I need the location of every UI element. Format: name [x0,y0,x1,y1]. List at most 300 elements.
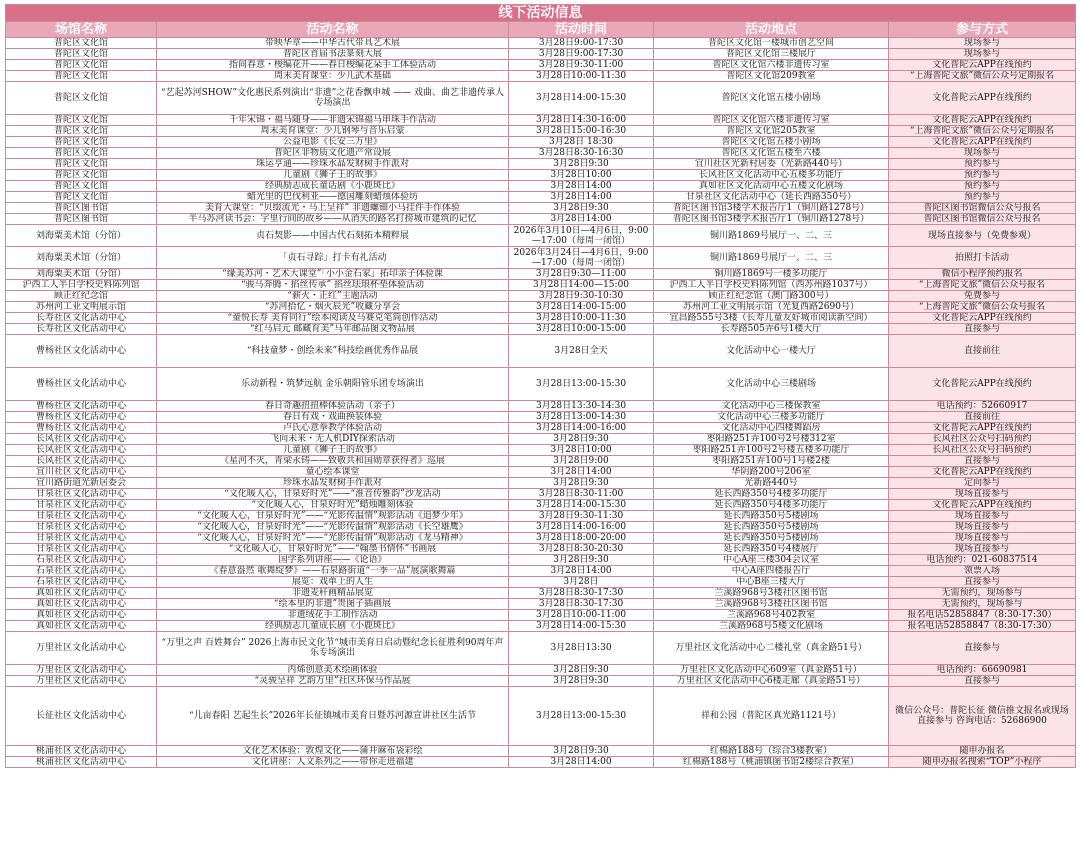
cell-participation-method: “上海普陀文旅”微信公众号定期报名 [889,126,1076,137]
cell-participation-method: 免费参与 [889,291,1076,302]
cell-activity-name: “文化暖人心，甘泉好时光”——“淮音传雅韵”沙龙活动 [157,489,509,500]
cell-activity-time: 3月28日9:00-17:30 [509,38,654,49]
cell-participation-method: 微信公众号：普陀长征 微信推文报名或现场直接参与 咨询电话：52686900 [889,687,1076,746]
cell-venue: 普陀区文化馆 [6,181,157,192]
cell-venue: 万里社区文化活动中心 [6,676,157,687]
table-row [6,401,1076,412]
cell-participation-method: 微信小程序预约报名 [889,269,1076,280]
cell-activity-time: 3月28日8:30-20:30 [509,544,654,555]
cell-activity-place: 普陀区文化馆三楼展厅 [654,49,889,60]
cell-activity-name: 周末美育课堂：少儿钢琴与音乐启蒙 [157,126,509,137]
table-row [6,192,1076,203]
cell-activity-time: 3月28日14:30-16:00 [509,115,654,126]
cell-activity-name: 《星河不灭，青梁永铸——致敬共和国勋章获得者》巡展 [157,456,509,467]
cell-activity-place: 延长西路350号5楼剧场 [654,533,889,544]
cell-venue: 长寿社区文化活动中心 [6,324,157,335]
cell-activity-name: 春日奇趣扭扭棒体验活动（亲子） [157,401,509,412]
cell-activity-time: 3月28日9:30 [509,555,654,566]
cell-venue: 曹杨社区文化活动中心 [6,412,157,423]
cell-activity-place: 延长西路350号4楼多功能厅 [654,489,889,500]
header-activity-name: 活动名称 [157,22,509,38]
cell-participation-method: 拍照打卡活动 [889,247,1076,269]
cell-activity-time: 3月28日14:00 [509,214,654,225]
cell-venue: 长征社区文化活动中心 [6,687,157,746]
cell-activity-name: “文化暖人心，甘泉好时光”——“光影传温情”观影活动《龙马精神》 [157,533,509,544]
cell-participation-method: 定向参与 [889,478,1076,489]
cell-activity-time: 3月28日9:30 [509,159,654,170]
cell-activity-name: “薪火・正红”主题活动 [157,291,509,302]
cell-activity-name: 贞石契影——中国古代石刻拓本精粹展 [157,225,509,247]
cell-activity-place: 光新路440号 [654,478,889,489]
table-row [6,82,1076,115]
cell-venue: 普陀区文化馆 [6,170,157,181]
cell-activity-time: 3月28日9:30 [509,203,654,214]
cell-activity-name: 飞向未来・无人机DIY探索活动 [157,434,509,445]
cell-activity-name: 带映华章——中华古代带具艺术展 [157,38,509,49]
cell-participation-method: 报名电话52858847（8:30-17:30） [889,610,1076,621]
cell-activity-name: 非遗麦秆画精品展览 [157,588,509,599]
cell-activity-place: 延长西路350号4楼展厅 [654,544,889,555]
cell-participation-method: 现场直接参与 [889,544,1076,555]
table-row [6,511,1076,522]
cell-activity-time: 3月28日14:00 [509,192,654,203]
header-activity-place: 活动地点 [654,22,889,38]
cell-activity-time: 2026年3月10日—4月6日，9:00—17:00（每周一闭馆） [509,225,654,247]
cell-venue: 普陀区文化馆 [6,38,157,49]
table-row [6,115,1076,126]
cell-activity-name: 春日有戏・戏曲换装体验 [157,412,509,423]
cell-activity-name: 非遗绒花手工制作活动 [157,610,509,621]
cell-activity-place: 红棉路188号（综合3楼教室） [654,746,889,757]
table-row [6,159,1076,170]
cell-activity-time: 3月28日14:00-16:00 [509,522,654,533]
cell-activity-time: 3月28日15:00-16:30 [509,126,654,137]
cell-activity-name: 千年宋锦・福马随身——非遗宋锦福马串珠手作活动 [157,115,509,126]
cell-activity-time: 3月28日10:00-15:00 [509,324,654,335]
cell-venue: 刘海粟美术馆（分馆） [6,269,157,280]
cell-activity-name: “万里之声 百姓舞台” 2026上海市民文化节“城市美育日启动暨纪念长征胜利90周年声乐专场演出 [157,632,509,665]
cell-activity-name: 普陀区非物质文化遗产常设展 [157,148,509,159]
cell-venue: 长风社区文化活动中心 [6,456,157,467]
cell-activity-time: 3月28日13:00-15:30 [509,368,654,401]
cell-participation-method: 普陀区图书馆微信公众号报名 [889,203,1076,214]
header-participation-method: 参与方式 [889,22,1076,38]
cell-venue: 顾正红纪念馆 [6,291,157,302]
cell-activity-time: 3月28日9:30-10:30 [509,291,654,302]
cell-participation-method: 预约参与 [889,192,1076,203]
cell-activity-place: 万里社区文化活动中心二楼礼堂（真金路51号） [654,632,889,665]
cell-participation-method: 电话预约：52660917 [889,401,1076,412]
cell-venue: 普陀区图书馆 [6,203,157,214]
cell-activity-time: 3月28日14:00 [509,181,654,192]
cell-venue: 普陀区文化馆 [6,82,157,115]
cell-activity-time: 3月28日13:30 [509,632,654,665]
table-row [6,148,1076,159]
cell-participation-method: 文化普陀云APP在线预约 [889,60,1076,71]
cell-activity-name: 儿童剧《狮子王的故事》 [157,170,509,181]
cell-activity-name: 国学系列讲座——《论语》 [157,555,509,566]
cell-activity-name: 展览：戏单上的人生 [157,577,509,588]
cell-activity-place: 文化活动中心四楼舞蹈房 [654,423,889,434]
cell-activity-place: 宜昌路555号3楼（长寿儿童友好城市阅读新空间） [654,313,889,324]
cell-participation-method: 现场参与 [889,38,1076,49]
cell-activity-place: 普陀区文化馆五楼至六楼 [654,148,889,159]
table-row [6,214,1076,225]
cell-activity-place: 苏州河工业文明展示馆（光复西路2690号） [654,302,889,313]
cell-participation-method: 文化普陀云APP在线预约 [889,368,1076,401]
cell-activity-place: 枣阳路251弄100号2号楼五楼多功能厅 [654,445,889,456]
table-row [6,632,1076,665]
cell-activity-place: 延长西路350号4楼多功能厅 [654,500,889,511]
cell-activity-place: 铜川路1869号展厅一、二、三 [654,225,889,247]
cell-activity-place: 兰溪路968号402教室 [654,610,889,621]
cell-activity-time: 3月28日14:00-15:00 [509,302,654,313]
table-row [6,746,1076,757]
cell-participation-method: 预约参与 [889,181,1076,192]
table-row [6,126,1076,137]
cell-activity-place: 兰溪路968号3楼社区图书馆 [654,599,889,610]
cell-activity-name: 文化艺术体验：敦煌文化——蒲井麻布袋彩绘 [157,746,509,757]
cell-activity-name: “绘本里的非遗”贵图子插画展 [157,599,509,610]
cell-activity-name: 珠运亨通——珍珠水晶发财树手作派对 [157,159,509,170]
table-row [6,225,1076,247]
cell-venue: 普陀区文化馆 [6,126,157,137]
table-row [6,621,1076,632]
cell-venue: 普陀区文化馆 [6,137,157,148]
table-row [6,555,1076,566]
cell-venue: 甘泉社区文化活动中心 [6,544,157,555]
cell-activity-place: 中心A座四楼报告厅 [654,566,889,577]
cell-activity-place: 沪西工人半日学校史料陈列馆（西苏州路1037号） [654,280,889,291]
cell-activity-time: 3月28日14:00 [509,467,654,478]
cell-activity-name: “文化暖人心，甘泉好时光”蜡烛雕刻体验 [157,500,509,511]
table-row [6,280,1076,291]
cell-participation-method: 文化普陀云APP在线预约 [889,467,1076,478]
table-row [6,588,1076,599]
cell-participation-method: 现场参与 [889,49,1076,60]
cell-participation-method: 电话预约：021-60837514 [889,555,1076,566]
cell-activity-time: 3月28日14:00-15:30 [509,82,654,115]
cell-activity-time: 3月28日9:30-11:30 [509,511,654,522]
cell-participation-method: 现场直接参与 [889,511,1076,522]
table-row [6,533,1076,544]
cell-venue: 甘泉社区文化活动中心 [6,489,157,500]
cell-participation-method: 文化普陀云APP在线预约 [889,500,1076,511]
cell-venue: 普陀区文化馆 [6,192,157,203]
cell-participation-method: 普陀区图书馆微信公众号报名 [889,214,1076,225]
cell-activity-name: 丙烯创意美术绘画体验 [157,665,509,676]
table-row [6,566,1076,577]
cell-activity-place: 真如社区文化活动中心五楼文化剧场 [654,181,889,192]
table-row [6,489,1076,500]
cell-venue: 甘泉社区文化活动中心 [6,511,157,522]
cell-activity-name: 文化讲座：人文系列之——带你走进福建 [157,757,509,768]
activity-table [5,4,1076,768]
cell-activity-name: 《春意盎然 歌舞绽梦》——石泉路街道“一季一品”展演歌舞篇 [157,566,509,577]
cell-activity-time: 3月28日13:00-15:30 [509,687,654,746]
cell-activity-name: 「贞石寻踪」打卡有礼活动 [157,247,509,269]
cell-activity-name: 儿童剧《狮子王的故事》 [157,445,509,456]
table-row [6,687,1076,746]
cell-activity-time: 3月28日8:30-17:30 [509,599,654,610]
cell-activity-time: 3月28日13:00-14:30 [509,412,654,423]
cell-activity-name: 普陀区首届书法篆刻大展 [157,49,509,60]
cell-participation-method: 长风社区公众号扫码预约 [889,445,1076,456]
cell-venue: 刘海粟美术馆（分馆） [6,247,157,269]
cell-venue: 普陀区文化馆 [6,148,157,159]
cell-activity-place: 普陀区文化馆六楼非遗传习室 [654,115,889,126]
cell-activity-time: 3月28日 18:30 [509,137,654,148]
table-row [6,269,1076,280]
cell-activity-time: 3月28日8:30-17:30 [509,588,654,599]
cell-participation-method: 现场直接参与 [889,489,1076,500]
table-row [6,445,1076,456]
cell-venue: 普陀区文化馆 [6,49,157,60]
cell-activity-place: 中心B座三楼大厅 [654,577,889,588]
table-row [6,522,1076,533]
cell-participation-method: 文化普陀云APP在线预约 [889,115,1076,126]
table-row [6,665,1076,676]
cell-participation-method: 随申办报名 [889,746,1076,757]
cell-participation-method: 领票入场 [889,566,1076,577]
cell-participation-method: 现场参与 [889,148,1076,159]
table-row [6,544,1076,555]
cell-venue: 沪西工人半日学校史料陈列馆 [6,280,157,291]
cell-venue: 普陀区图书馆 [6,214,157,225]
cell-venue: 桃浦社区文化活动中心 [6,757,157,768]
cell-venue: 普陀区文化馆 [6,71,157,82]
cell-activity-time: 3月28日18:00-20:00 [509,533,654,544]
table-row [6,313,1076,324]
cell-activity-place: 兰溪路968号3楼社区图书馆 [654,588,889,599]
cell-activity-name: “童悦长寿 美育同行”绘本阅读及马赛克笔筒创作活动 [157,313,509,324]
cell-activity-place: 长寿路505弄6号1楼大厅 [654,324,889,335]
cell-venue: 曹杨社区文化活动中心 [6,335,157,368]
cell-participation-method: 直接参与 [889,456,1076,467]
cell-activity-time: 3月28日14:00-15:30 [509,500,654,511]
cell-activity-time: 3月28日9:30 [509,665,654,676]
cell-venue: 真如社区文化活动中心 [6,599,157,610]
cell-participation-method: 现场直接参与 [889,522,1076,533]
cell-activity-name: 卢氏心意拳教学体验活动 [157,423,509,434]
cell-activity-name: 经典励志成长童话剧《小鹿斑比》 [157,181,509,192]
cell-activity-time: 3月28日14:00 [509,566,654,577]
cell-activity-time: 3月28日9:30 [509,478,654,489]
cell-activity-time: 3月28日9:30 [509,676,654,687]
table-row [6,610,1076,621]
cell-activity-name: 美育大课堂：“贝缀流光・马上呈祥” 非遗螺钿小马挂件手作体验 [157,203,509,214]
cell-activity-time: 3月28日10:00 [509,170,654,181]
cell-activity-place: 普陀区图书馆3楼学术报告厅1（铜川路1278号） [654,203,889,214]
cell-activity-place: 枣阳路251弄100号2号楼312室 [654,434,889,445]
cell-venue: 万里社区文化活动中心 [6,632,157,665]
activity-table-wrapper [5,4,1075,768]
cell-activity-place: 铜川路1869号一楼多功能厅 [654,269,889,280]
cell-activity-place: 文化活动中心三楼多功能厅 [654,412,889,423]
table-row [6,247,1076,269]
header-venue: 场馆名称 [6,22,157,38]
cell-activity-place: 甘泉社区文化活动中心（延长西路350号） [654,192,889,203]
cell-activity-name: “文化暖人心，甘泉好时光”——“光影传温情”观影活动《长空雄鹰》 [157,522,509,533]
cell-venue: 长风社区文化活动中心 [6,434,157,445]
cell-activity-place: 普陀区文化馆六楼非遗传习室 [654,60,889,71]
cell-venue: 真如社区文化活动中心 [6,621,157,632]
table-row [6,467,1076,478]
cell-venue: 石泉社区文化活动中心 [6,566,157,577]
table-row [6,335,1076,368]
cell-activity-name: “儿亩春阳 艺起生长”2026年长征镇城市美育日暨苏河源宣讲社区生活节 [157,687,509,746]
cell-activity-place: 顾正红纪念馆（澳门路300号） [654,291,889,302]
table-row [6,456,1076,467]
cell-activity-time: 3月28日10:00-11:30 [509,71,654,82]
table-row [6,60,1076,71]
table-row [6,478,1076,489]
cell-venue: 普陀区文化馆 [6,159,157,170]
cell-activity-place: 文化活动中心一楼大厅 [654,335,889,368]
cell-participation-method: 文化普陀云APP在线预约 [889,313,1076,324]
table-row [6,302,1076,313]
cell-participation-method: 直接前往 [889,412,1076,423]
cell-activity-time: 3月28日8:30-16:30 [509,148,654,159]
header-row [6,22,1076,38]
table-row [6,49,1076,60]
cell-activity-place: 兰溪路968号5楼文化剧场 [654,621,889,632]
table-row [6,500,1076,511]
table-row [6,676,1076,687]
cell-venue: 桃浦社区文化活动中心 [6,746,157,757]
cell-activity-time: 3月28日9:00 [509,456,654,467]
table-row [6,434,1076,445]
cell-participation-method: 随申办报名搜索“TOP”小程序 [889,757,1076,768]
cell-activity-name: 半马苏河读书会：字里行间的故乡——从消失的路名打捞城市建筑的记忆 [157,214,509,225]
cell-participation-method: 文化普陀云APP在线预约 [889,423,1076,434]
cell-venue: 苏州河工业文明展示馆 [6,302,157,313]
cell-activity-time: 3月28日9:30-11:00 [509,60,654,71]
cell-venue: 长寿社区文化活动中心 [6,313,157,324]
cell-venue: 长风社区文化活动中心 [6,445,157,456]
cell-activity-place: 红棉路188号（桃浦镇图书馆2楼综合教室） [654,757,889,768]
table-row [6,368,1076,401]
cell-venue: 曹杨社区文化活动中心 [6,368,157,401]
cell-activity-place: 万里社区文化活动中心6楼走廊（真金路51号） [654,676,889,687]
cell-participation-method: 预约参与 [889,170,1076,181]
cell-activity-name: “灵骏呈祥 艺韵万里”社区环保马作品展 [157,676,509,687]
cell-participation-method: 直接参与 [889,324,1076,335]
cell-activity-name: “红马启元 邮藏育美”马年邮品图文物品展 [157,324,509,335]
table-row [6,203,1076,214]
cell-venue: 真如社区文化活动中心 [6,610,157,621]
cell-activity-place: 普陀区文化馆五楼小剧场 [654,82,889,115]
cell-activity-place: 延长西路350号5楼剧场 [654,511,889,522]
cell-participation-method: “上海普陀文旅”微信公众号报名 [889,302,1076,313]
cell-venue: 宜川路街道光新居委会 [6,478,157,489]
cell-activity-place: 中心A座三楼304会议室 [654,555,889,566]
cell-activity-time: 2026年3月24日—4月6日，9:00—17:00（每周一闭馆） [509,247,654,269]
cell-activity-place: 文化活动中心三楼剧场 [654,368,889,401]
cell-activity-place: 华阴路200号206室 [654,467,889,478]
cell-activity-time: 3月28日 [509,577,654,588]
cell-activity-place: 万里社区文化活动中心609室（真金路51号） [654,665,889,676]
cell-activity-place: 普陀区文化馆209教室 [654,71,889,82]
cell-venue: 石泉社区文化活动中心 [6,555,157,566]
cell-venue: 甘泉社区文化活动中心 [6,522,157,533]
cell-venue: 普陀区文化馆 [6,115,157,126]
cell-participation-method: 直接参与 [889,676,1076,687]
cell-activity-time: 3月28日10:00-11:30 [509,313,654,324]
cell-venue: 刘海粟美术馆（分馆） [6,225,157,247]
table-row [6,137,1076,148]
cell-activity-time: 3月28日9:30—11:00 [509,269,654,280]
cell-participation-method: 直接前往 [889,335,1076,368]
cell-activity-name: 童心绘本课堂 [157,467,509,478]
cell-venue: 万里社区文化活动中心 [6,665,157,676]
cell-venue: 曹杨社区文化活动中心 [6,401,157,412]
cell-activity-name: “文化暖人心，甘泉好时光”——“翰墨书情怀”书画展 [157,544,509,555]
cell-activity-name: 珍珠水晶发财树手作派对 [157,478,509,489]
cell-venue: 真如社区文化活动中心 [6,588,157,599]
cell-activity-name: 公益电影《长安三万里》 [157,137,509,148]
cell-activity-place: 普陀区文化馆205教室 [654,126,889,137]
cell-activity-name: “科技童梦・创绘未来”科技绘画优秀作品展 [157,335,509,368]
cell-activity-place: 祥和公园（普陀区真光路1121号） [654,687,889,746]
cell-participation-method: 现场直接参与 [889,533,1076,544]
cell-venue: 石泉社区文化活动中心 [6,577,157,588]
cell-activity-place: 普陀区文化馆一楼城市创艺空间 [654,38,889,49]
cell-activity-place: 枣阳路251弄100号1号楼2楼 [654,456,889,467]
cell-activity-name: 蜡光里的巴伐利亚——德国雕刻蜡烛体验坊 [157,192,509,203]
cell-activity-place: 长风社区文化活动中心五楼多功能厅 [654,170,889,181]
cell-activity-name: “骏马奔腾・掐丝传承” 掐丝珐琅杯垫体验活动 [157,280,509,291]
cell-activity-name: 乐动新程・筑梦远航 金乐朝阳管乐团专场演出 [157,368,509,401]
cell-participation-method: 无需预约，现场参与 [889,588,1076,599]
table-row [6,181,1076,192]
cell-venue: 宜川社区文化活动中心 [6,467,157,478]
cell-participation-method: 现场直接参与（免费参观） [889,225,1076,247]
cell-activity-time: 3月28日14:00—15:00 [509,280,654,291]
cell-activity-name: 经典励志儿童成长剧《小鹿斑比》 [157,621,509,632]
cell-activity-name: “缘美苏河・艺术大课堂”「小小金石家」拓印亲子体验课 [157,269,509,280]
cell-participation-method: 文化普陀云APP在线预约 [889,82,1076,115]
cell-activity-name: “艺起苏河SHOW”文化惠民系列演出“非遗”之花香飘申城 —— 戏曲、曲艺非遗传承人专场演出 [157,82,509,115]
cell-activity-time: 3月28日10:00 [509,445,654,456]
cell-participation-method: 无需预约，现场参与 [889,599,1076,610]
cell-participation-method: 预约参与 [889,159,1076,170]
cell-activity-time: 3月28日10:00-11:00 [509,610,654,621]
cell-participation-method: 直接参与 [889,632,1076,665]
cell-activity-time: 3月28日14:00-15:30 [509,621,654,632]
table-row [6,577,1076,588]
cell-venue: 曹杨社区文化活动中心 [6,423,157,434]
cell-activity-time: 3月28日全天 [509,335,654,368]
cell-activity-time: 3月28日8:30-11:00 [509,489,654,500]
table-row [6,757,1076,768]
cell-activity-time: 3月28日14:00-16:00 [509,423,654,434]
cell-participation-method: 长风社区公众号扫码预约 [889,434,1076,445]
cell-venue: 甘泉社区文化活动中心 [6,533,157,544]
header-activity-time: 活动时间 [509,22,654,38]
cell-venue: 甘泉社区文化活动中心 [6,500,157,511]
table-row [6,324,1076,335]
cell-activity-name: 指间春意・梭编花开——春日梭编花朵手工体验活动 [157,60,509,71]
cell-participation-method: “上海普陀文旅”微信公众号定期报名 [889,71,1076,82]
table-row [6,423,1076,434]
table-banner-row [6,5,1076,22]
table-row [6,599,1076,610]
cell-participation-method: 文化普陀云APP在线预约 [889,137,1076,148]
cell-activity-place: 普陀区文化馆五楼小剧场 [654,137,889,148]
cell-activity-time: 3月28日9:00-17:30 [509,49,654,60]
cell-participation-method: “上海普陀文旅”微信公众号报名 [889,280,1076,291]
